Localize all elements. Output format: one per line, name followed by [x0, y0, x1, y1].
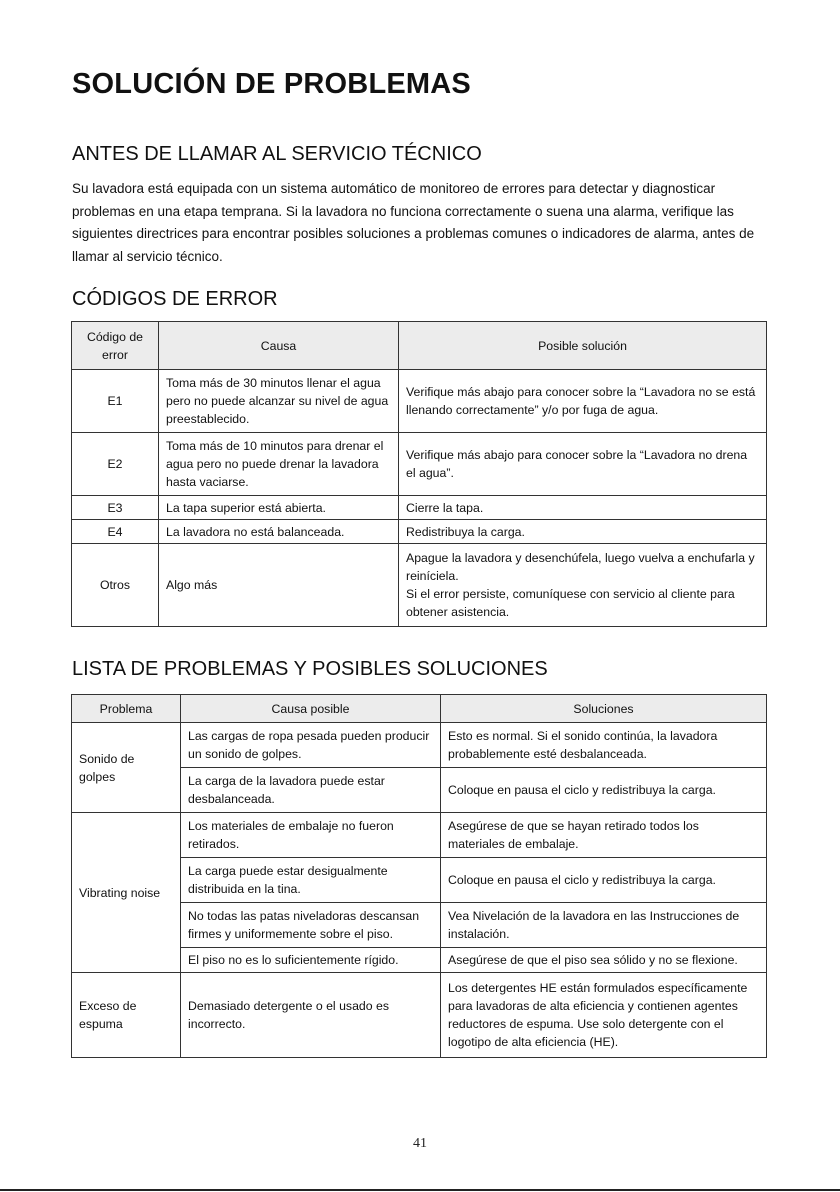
error-solution: Verifique más abajo para conocer sobre la “Lavadora no se está llenando correctamente” y/o por fuga de agua.	[399, 370, 767, 433]
error-solution: Redistribuya la carga.	[399, 520, 767, 544]
table-row	[72, 496, 767, 520]
problem-name: Sonido de golpes	[72, 723, 181, 813]
problem-name: Vibrating noise	[72, 813, 181, 973]
table-row	[72, 433, 767, 496]
col-header-solution: Posible solución	[399, 322, 767, 370]
col-header-cause: Causa	[159, 322, 399, 370]
col-header-problem: Problema	[72, 695, 181, 723]
problem-solution: Esto es normal. Si el sonido continúa, la lavadora probablemente esté desbalanceada.	[441, 723, 767, 768]
error-code: E4	[72, 520, 159, 544]
error-solution-line: Si el error persiste, comuníquese con servicio al cliente para obtener asistencia.	[406, 587, 735, 619]
page-number: 41	[413, 1136, 427, 1151]
section-heading-antes: ANTES DE LLAMAR AL SERVICIO TÉCNICO	[72, 143, 482, 165]
table-row	[72, 813, 767, 858]
problem-cause: La carga de la lavadora puede estar desbalanceada.	[181, 768, 441, 813]
problem-cause: El piso no es lo suficientemente rígido.	[181, 948, 441, 973]
problem-name: Exceso de espuma	[72, 973, 181, 1058]
problem-cause: Los materiales de embalaje no fueron retirados.	[181, 813, 441, 858]
problem-cause: Demasiado detergente o el usado es incorrecto.	[181, 973, 441, 1058]
table-row	[72, 723, 767, 768]
error-solution: Verifique más abajo para conocer sobre la “Lavadora no drena el agua”.	[399, 433, 767, 496]
table-header-row	[72, 322, 767, 370]
problem-cause: No todas las patas niveladoras descansan firmes y uniformemente sobre el piso.	[181, 903, 441, 948]
error-solution	[399, 544, 767, 627]
problem-solution: Coloque en pausa el ciclo y redistribuya la carga.	[441, 858, 767, 903]
col-header-solutions: Soluciones	[441, 695, 767, 723]
table-row	[72, 370, 767, 433]
error-code: E3	[72, 496, 159, 520]
error-codes-table	[71, 321, 767, 627]
table-row	[72, 544, 767, 627]
section-heading-lista: LISTA DE PROBLEMAS Y POSIBLES SOLUCIONES	[72, 658, 548, 680]
error-cause: Toma más de 30 minutos llenar el agua pero no puede alcanzar su nivel de agua preestablecido.	[159, 370, 399, 433]
col-header-code: Código de error	[72, 322, 159, 370]
error-solution: Cierre la tapa.	[399, 496, 767, 520]
error-code: Otros	[72, 544, 159, 627]
page-title: SOLUCIÓN DE PROBLEMAS	[72, 68, 471, 100]
problem-solution: Los detergentes HE están formulados específicamente para lavadoras de alta eficiencia y contienen agentes reductores de espuma. Use solo detergente con el logotipo de alta eficiencia (HE).	[441, 973, 767, 1058]
col-header-cause: Causa posible	[181, 695, 441, 723]
error-cause: La tapa superior está abierta.	[159, 496, 399, 520]
problem-solution: Asegúrese de que se hayan retirado todos los materiales de embalaje.	[441, 813, 767, 858]
problem-solution: Vea Nivelación de la lavadora en las Instrucciones de instalación.	[441, 903, 767, 948]
error-code: E2	[72, 433, 159, 496]
problem-solution: Asegúrese de que el piso sea sólido y no se flexione.	[441, 948, 767, 973]
section-heading-codigos: CÓDIGOS DE ERROR	[72, 288, 278, 310]
error-cause: Toma más de 10 minutos para drenar el agua pero no puede drenar la lavadora hasta vaciarse.	[159, 433, 399, 496]
problems-table	[71, 694, 767, 1058]
problem-cause: Las cargas de ropa pesada pueden producir un sonido de golpes.	[181, 723, 441, 768]
page-bottom-rule	[0, 1189, 840, 1191]
table-row	[72, 973, 767, 1058]
intro-paragraph: Su lavadora está equipada con un sistema automático de monitoreo de errores para detectar y diagnosticar problemas en una etapa temprana. Si la lavadora no funciona correctamente o suena una alarma, verifique las siguientes directrices para encontrar posibles soluciones a problemas comunes o indicadores de alarma, antes de llamar al servicio técnico.	[72, 181, 755, 264]
error-solution-line: Apague la lavadora y desenchúfela, luego vuelva a enchufarla y reiníciela.	[406, 551, 755, 583]
problem-cause: La carga puede estar desigualmente distribuida en la tina.	[181, 858, 441, 903]
error-code: E1	[72, 370, 159, 433]
table-header-row	[72, 695, 767, 723]
problem-solution: Coloque en pausa el ciclo y redistribuya la carga.	[441, 768, 767, 813]
error-cause: La lavadora no está balanceada.	[159, 520, 399, 544]
table-row	[72, 520, 767, 544]
error-cause: Algo más	[159, 544, 399, 627]
